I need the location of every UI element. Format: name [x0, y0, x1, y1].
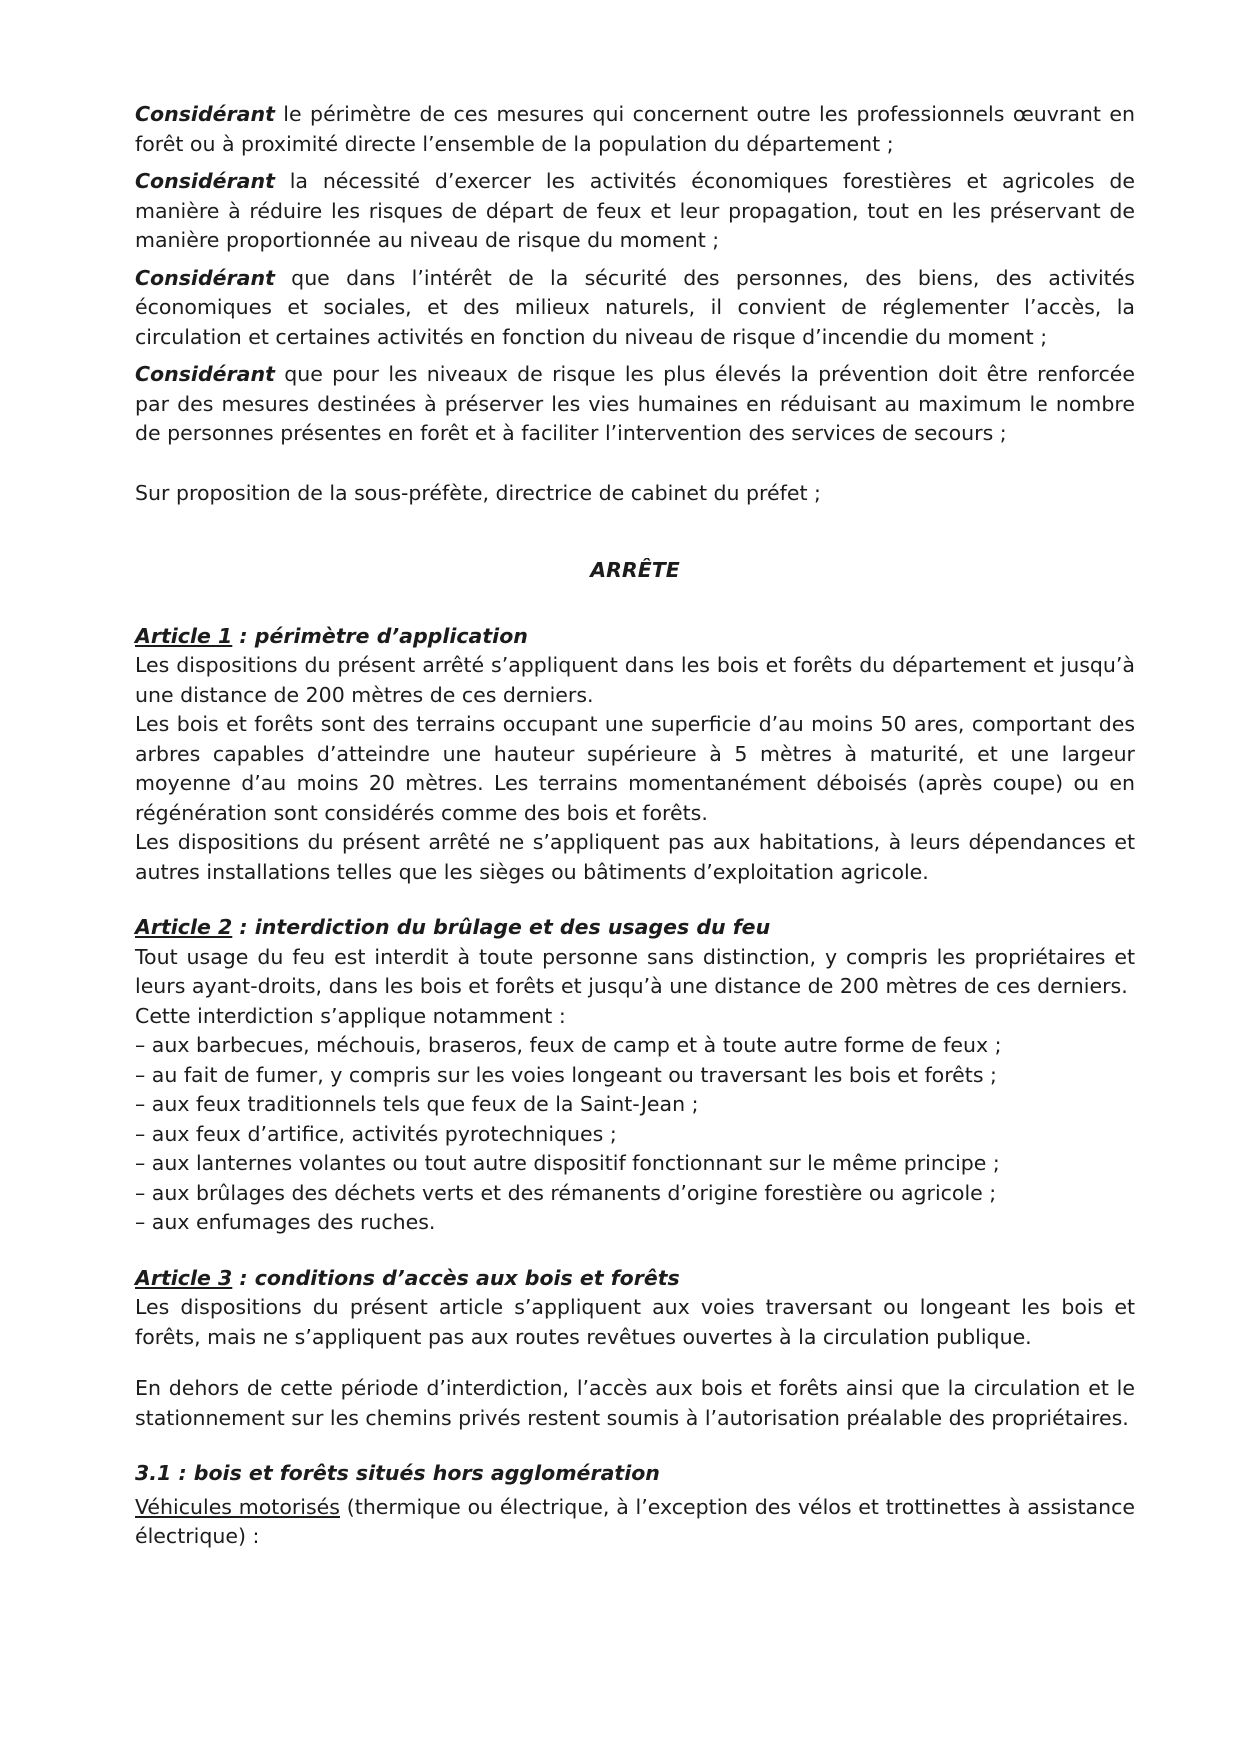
list-item: – aux lanternes volantes ou tout autre dispositif fonctionnant sur le même principe ;	[135, 1151, 1000, 1175]
vehicules-text: (thermique ou électrique, à l’exception des vélos et trottinettes à assistance électrique) :	[135, 1494, 1135, 1548]
considerant-text: la nécessité d’exercer les activités économiques forestières et agricoles de manière à réduire les risques de départ de feux et leur propagation, tout en les préservant de manière proportionnée au niveau de risque du moment ;	[135, 169, 1135, 252]
list-item: – aux brûlages des déchets verts et des rémanents d’origine forestière ou agricole ;	[135, 1180, 997, 1205]
considerant-lead: Considérant	[135, 362, 275, 386]
vehicules-label: Véhicules motorisés	[135, 1494, 340, 1519]
considerant-3	[135, 264, 1135, 353]
article-1-paragraph: Les bois et forêts sont des terrains occupant une superficie d’au moins 50 ares, comportant des arbres capables d’atteindre une hauteur supérieure à 5 mètres à maturité, et une largeur moyenne d’au moins 20 mètres. Les terrains momentanément déboisés (après coupe) ou en régénération sont considérés comme des bois et forêts.	[135, 712, 1135, 825]
proposition-line: Sur proposition de la sous-préfète, directrice de cabinet du préfet ;	[135, 480, 821, 505]
considerant-text: le périmètre de ces mesures qui concernent outre les professionnels œuvrant en forêt ou à proximité directe l’ensemble de la population du département ;	[135, 102, 1135, 156]
article-number: Article 1	[135, 623, 233, 648]
article-title: : conditions d’accès aux bois et forêts	[232, 1265, 680, 1290]
considerant-lead: Considérant	[135, 169, 275, 193]
article-3-1-heading: 3.1 : bois et forêts situés hors agglomération	[135, 1461, 660, 1485]
article-3-paragraph: En dehors de cette période d’interdiction, l’accès aux bois et forêts ainsi que la circulation et le stationnement sur les chemins privés restent soumis à l’autorisation préalable des propriétaires.	[135, 1376, 1135, 1430]
list-item: – aux feux traditionnels tels que feux de la Saint-Jean ;	[135, 1092, 699, 1116]
list-item: – aux barbecues, méchouis, braseros, feux de camp et à toute autre forme de feux ;	[135, 1033, 1002, 1057]
article-title: : périmètre d’application	[232, 623, 528, 648]
article-2-list	[135, 1031, 1135, 1238]
article-2-intro: Tout usage du feu est interdit à toute personne sans distinction, y compris les propriétaires et leurs ayant-droits, dans les bois et forêts et jusqu’à une distance de 200 mètres de ces derniers.	[135, 944, 1135, 998]
article-1-paragraph: Les dispositions du présent arrêté s’appliquent dans les bois et forêts du département et jusqu’à une distance de 200 mètres de ces derniers.	[135, 653, 1135, 707]
considerant-lead: Considérant	[135, 102, 275, 126]
considerant-text: que pour les niveaux de risque les plus élevés la prévention doit être renforcée par des mesures destinées à préserver les vies humaines en réduisant au maximum le nombre de personnes présentes en forêt et à faciliter l’intervention des services de secours ;	[135, 362, 1135, 445]
considerant-1	[135, 100, 1135, 159]
arrete-title: ARRÊTE	[590, 558, 680, 582]
list-item: – aux enfumages des ruches.	[135, 1210, 436, 1234]
considerant-4	[135, 360, 1135, 449]
considerant-2	[135, 167, 1135, 256]
list-item: – au fait de fumer, y compris sur les voies longeant ou traversant les bois et forêts ;	[135, 1062, 997, 1087]
vehicules-paragraph	[135, 1493, 1135, 1552]
article-1-heading	[135, 622, 1135, 652]
considerant-lead: Considérant	[135, 265, 275, 290]
article-1-paragraph: Les dispositions du présent arrêté ne s’appliquent pas aux habitations, à leurs dépendances et autres installations telles que les sièges ou bâtiments d’exploitation agricole.	[135, 830, 1135, 884]
article-3-paragraph: Les dispositions du présent article s’appliquent aux voies traversant ou longeant les bois et forêts, mais ne s’appliquent pas aux routes revêtues ouvertes à la circulation publique.	[135, 1295, 1135, 1349]
article-3-heading	[135, 1264, 1135, 1294]
article-2-heading	[135, 913, 1135, 943]
article-number: Article 2	[135, 915, 233, 939]
article-2-lead: Cette interdiction s’applique notamment :	[135, 1003, 566, 1028]
article-number: Article 3	[135, 1265, 233, 1290]
list-item: – aux feux d’artifice, activités pyrotechniques ;	[135, 1121, 617, 1146]
considerant-text: que dans l’intérêt de la sécurité des personnes, des biens, des activités économiques et sociales, et des milieux naturels, il convient de réglementer l’accès, la circulation et certaines activités en fonction du niveau de risque d’incendie du moment ;	[135, 265, 1135, 349]
article-title: : interdiction du brûlage et des usages du feu	[232, 915, 771, 939]
